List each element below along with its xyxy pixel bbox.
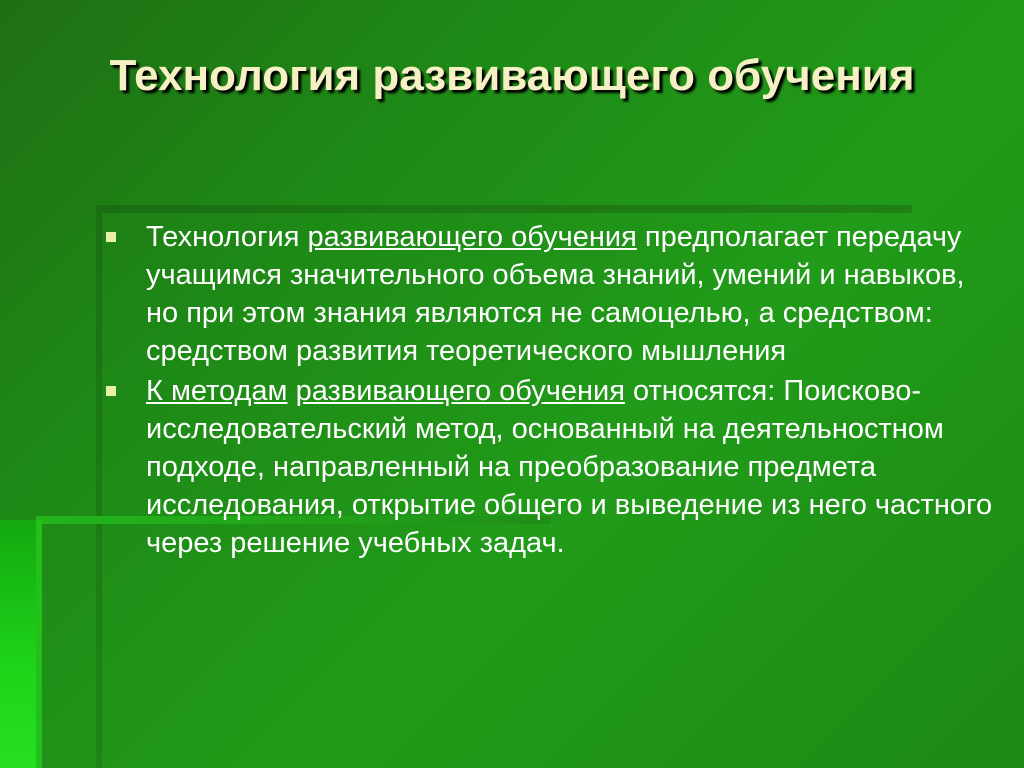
slide-content xyxy=(104,218,994,564)
bullet-2-underlined-term: К методам xyxy=(146,375,288,407)
bullet-2-text-part xyxy=(288,375,296,407)
decorative-left-strip xyxy=(0,520,40,768)
square-bullet-icon xyxy=(106,386,116,396)
bullet-1-text-part: предполагает передачу учащимся значительного объема знаний, умений и навыков, но при этом знания являются не самоцелью, а средством: средством развития теоретического мышления xyxy=(146,221,965,367)
bullet-item-2 xyxy=(104,372,994,562)
bullet-2-text-part: относятся: Поисково-исследовательский метод, основанный на деятельностном подходе, направленный на преобразование предмета исследования, открытие общего и выведение из него частного через решение учебных задач. xyxy=(146,375,993,559)
decorative-panel-top-edge xyxy=(96,205,912,213)
decorative-left-edge xyxy=(36,520,42,768)
decorative-panel-left-edge xyxy=(96,205,102,768)
bullet-item-1 xyxy=(104,218,994,370)
bullet-1-underlined-term: развивающего обучения xyxy=(307,221,637,253)
square-bullet-icon xyxy=(106,232,116,242)
bullet-2-underlined-term: развивающего обучения xyxy=(295,375,625,407)
bullet-1-text-part: Технология xyxy=(146,221,308,253)
slide-title: Технология развивающего обучения xyxy=(109,51,915,100)
